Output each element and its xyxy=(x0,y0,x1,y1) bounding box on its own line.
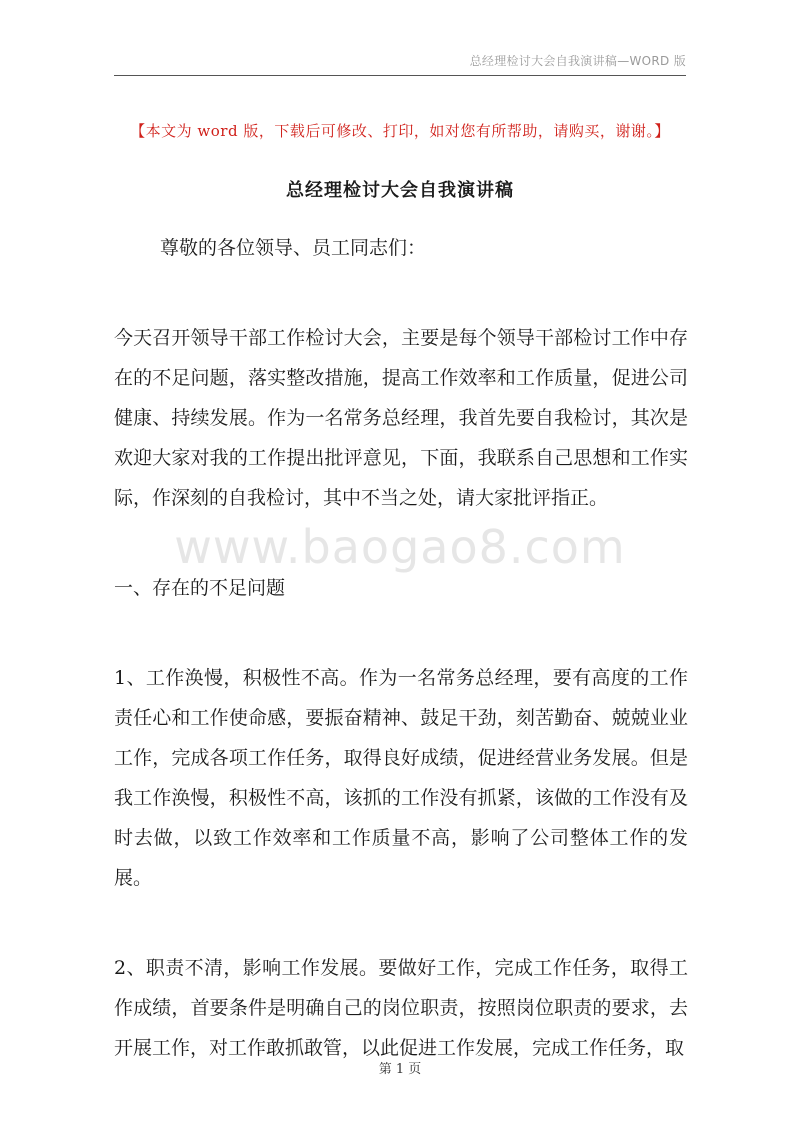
watermark: www.baogao8.com xyxy=(174,520,626,574)
header-divider xyxy=(114,75,686,76)
page-number: 第 1 页 xyxy=(378,1062,422,1077)
section-heading: 一、存在的不足问题 xyxy=(114,577,286,599)
intro-paragraph: 今天召开领导干部工作检讨大会，主要是每个领导干部检讨工作中存在的不足问题，落实整改措施，提高工作效率和工作质量，促进公司健康、持续发展。作为一名常务总经理，我首先要自我检讨，其次是欢迎大家对我的工作提出批评意见，下面，我联系自己思想和工作实际，作深刻的自我检讨，其中不当之处，请大家批评指正。 xyxy=(114,327,688,509)
item-paragraph-2: 2、职责不清，影响工作发展。要做好工作，完成工作任务，取得工作成绩，首要条件是明确自己的岗位职责，按照岗位职责的要求，去开展工作，对工作敢抓敢管，以此促进工作发展，完成工作任务，取 xyxy=(114,957,688,1059)
document-title: 总经理检讨大会自我演讲稿 xyxy=(286,180,514,201)
item-paragraph-1: 1、工作涣慢，积极性不高。作为一名常务总经理，要有高度的工作责任心和工作使命感，要振奋精神、鼓足干劲，刻苦勤奋、兢兢业业工作，完成各项工作任务，取得良好成绩，促进经营业务发展。但是我工作涣慢，积极性不高，该抓的工作没有抓紧，该做的工作没有及时去做，以致工作效率和工作质量不高，影响了公司整体工作的发展。 xyxy=(114,667,688,889)
salutation: 尊敬的各位领导、员工同志们： xyxy=(160,237,427,259)
document-body xyxy=(114,228,688,1068)
running-header: 总经理检讨大会自我演讲稿—WORD 版 xyxy=(469,54,686,68)
download-notice: 【本文为 word 版，下载后可修改、打印，如对您有所帮助，请购买，谢谢。】 xyxy=(130,122,670,140)
